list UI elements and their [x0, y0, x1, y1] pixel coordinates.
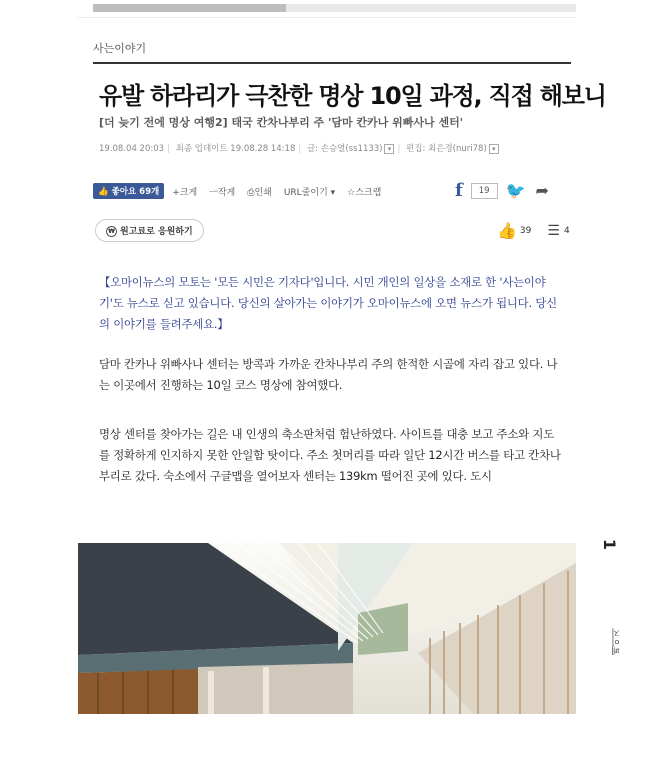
twitter-icon[interactable]: 🐦 [505, 181, 526, 200]
photo-illustration [78, 543, 576, 714]
print-button[interactable]: ⎙인쇄 [247, 187, 272, 198]
notice-text: 【오마이뉴스의 모토는 '모든 시민은 기자다'입니다. 시민 개인의 일상을 소재로 한 '사는이야기'도 뉴스로 싣고 있습니다. 당신의 살아가는 이야기가 오마이뉴스에 오면 뉴스가 됩니다. 당신의 이야기를 들려주세요.】 [99, 275, 557, 331]
thumbs-up-icon: 👍 [98, 187, 109, 197]
facebook-like-button[interactable]: 👍 좋아요 69개 [93, 183, 164, 199]
share-arrow-icon[interactable]: ➦ [535, 181, 549, 200]
facebook-icon[interactable]: f [455, 180, 463, 201]
url-shorten-button[interactable]: URL줄이기 ▾ [283, 187, 336, 198]
article-photo [78, 543, 576, 714]
article-toolbar [93, 182, 393, 200]
paragraph: 명상 센터를 찾아가는 길은 내 인생의 축소판처럼 험난하였다. 사이트를 대충 보고 주소와 지도를 정확하게 인지하지 못한 안일함 탓이다. 주소 첫머리를 따라 일단 12시간 버스를 타고 칸차나부리로 갔다. 숙소에서 구글맵을 열어보자 센터는 139km 떨어진 곳에 있다. 도시 [99, 427, 561, 483]
font-smaller-button[interactable]: ㅡ작게 [209, 187, 236, 198]
article-subtitle: [더 늦기 전에 명상 여행2] 태국 칸차나부리 주 '담마 칸카나 위빠사나 센터' [99, 116, 464, 129]
comment-count: 4 [563, 225, 570, 236]
section-label[interactable]: 사는이야기 [93, 42, 147, 55]
top-divider [78, 17, 575, 18]
title-divider [93, 62, 571, 64]
chevron-down-icon: ▾ [330, 187, 336, 198]
reactions [497, 221, 570, 240]
thumbs-up-icon[interactable]: 👍 [497, 221, 517, 240]
scrap-button[interactable]: ☆스크랩 [347, 187, 382, 198]
share-bar [455, 180, 549, 201]
editor[interactable]: 편집: 최은경(nuri78) [406, 144, 487, 154]
top-scroll-indicator [93, 4, 576, 12]
paragraph: 담마 칸카나 위빠사나 센터는 방콕과 가까운 칸차나부리 주의 한적한 시골에 자리 잡고 있다. 나는 이곳에서 진행하는 10일 코스 명상에 참여했다. [99, 357, 558, 392]
updated-date: 최종 업데이트 19.08.28 14:18 [175, 144, 296, 154]
like-count: 39 [519, 225, 532, 236]
article-headline: 유발 하라리가 극찬한 명상 10일 과정, 직접 해보니 [99, 82, 606, 110]
font-larger-button[interactable]: +크게 [172, 187, 198, 198]
editor-dropdown-icon[interactable]: ▾ [489, 144, 499, 154]
share-count: 19 [471, 183, 498, 199]
writer-dropdown-icon[interactable]: ▾ [384, 144, 394, 154]
page-number: 1 [600, 538, 620, 551]
top-scroll-indicator-fill [93, 4, 286, 12]
published-date: 19.08.04 20:03 [99, 144, 165, 154]
comment-icon[interactable]: ☰ [547, 222, 560, 239]
article-meta: 19.08.04 20:03 | 최종 업데이트 19.08.28 14:18 | 글: 손승열(ss1133) ▾ | 편집: 최은경(nuri78) ▾ [99, 142, 499, 154]
support-button[interactable]: ₩ 원고료로 응원하기 [95, 219, 204, 242]
writer[interactable]: 글: 손승열(ss1133) [306, 144, 383, 154]
page-label: 페이지 [612, 628, 622, 655]
star-icon: ☆ [347, 187, 356, 198]
print-icon: ⎙ [247, 187, 255, 198]
coin-icon: ₩ [106, 226, 117, 237]
